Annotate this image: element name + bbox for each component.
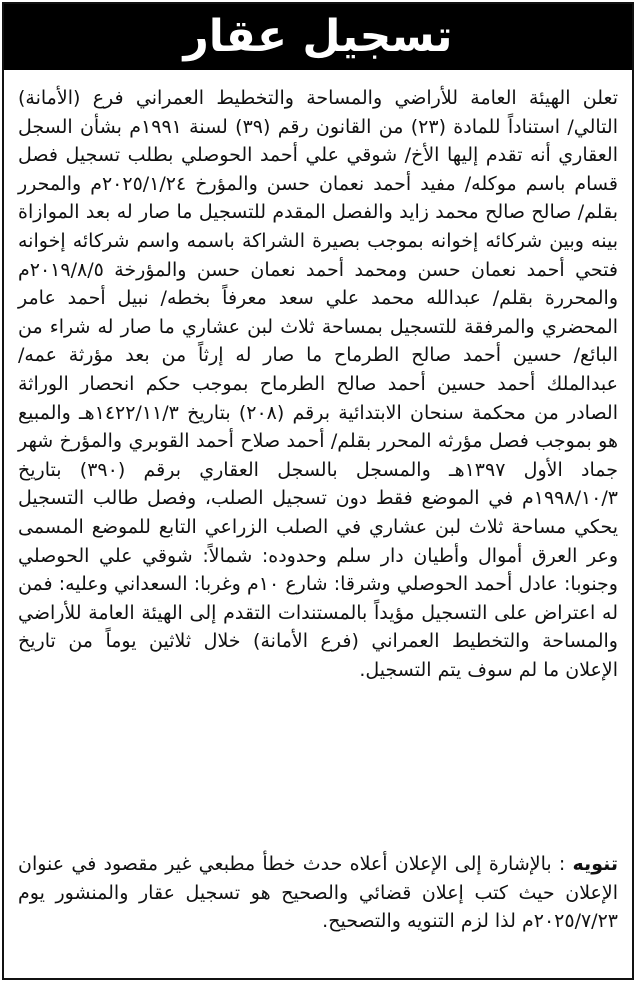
correction-note-label: تنويه: [572, 853, 618, 875]
correction-note: [18, 850, 618, 936]
notice-header: [4, 4, 632, 70]
notice-title: تسجيل عقار: [183, 11, 453, 62]
notice-body: تعلن الهيئة العامة للأراضي والمساحة والتخطيط العمراني فرع (الأمانة) التالي/ استناداً للمادة (٢٣) من القانون رقم (٣٩) لسنة ١٩٩١م بشأن السجل العقاري أنه تقدم إليها الأخ/ شوقي علي أحمد الحوصلي بطلب تسجيل فصل قسام باسم موكله/ مفيد أحمد نعمان حسن والمؤرخ ٢٠٢٥/١/٢٤م والمحرر بقلم/ صالح صالح محمد زايد والفصل المقدم للتسجيل ما صار له بعد الموازاة بينه وبين شركائه إخوانه بموجب بصيرة الشراكة باسمه واسم شركائه إخوانه فتحي أحمد نعمان حسن ومحمد أحمد نعمان حسن والمؤرخة ٢٠١٩/٨/٥م والمحررة بقلم/ عبدالله محمد علي سعد معرفاً بخطه/ نبيل أحمد عامر المحضري والمرفقة للتسجيل بمساحة ثلاث لبن عشاري ما صار له شراء من البائع/ حسين أحمد صالح الطرماح ما صار له إرثاً من بعد مؤرثة عمه/ عبدالملك أحمد حسين أحمد صالح الطرماح بموجب حكم انحصار الوراثة الصادر من محكمة سنحان الابتدائية برقم (٢٠٨) بتاريخ ١٤٢٢/١١/٣هـ والمبيع هو بموجب فصل مؤرثه المحرر بقلم/ أحمد صلاح أحمد القوبري والمؤرخ شهر جماد الأول ١٣٩٧هـ والمسجل بالسجل العقاري برقم (٣٩٠) بتاريخ ١٩٩٨/١٠/٣م في الموضع فقط دون تسجيل الصلب، وفصل طالب التسجيل يحكي مساحة ثلاث لبن عشاري في الصلب الزراعي التابع للموضع المسمى وعر العرق أموال وأطيان دار سلم وحدوده: شمالاً: شوقي علي الحوصلي وجنوبا: عادل أحمد الحوصلي وشرقا: شارع ١٠م وغربا: السعداني وعليه: فمن له اعتراض على التسجيل مؤيداً بالمستندات التقدم إلى الهيئة العامة للأراضي والمساحة والتخطيط العمراني (فرع الأمانة) خلال ثلاثين يوماً من تاريخ الإعلان ما لم سوف يتم التسجيل.: [18, 87, 619, 681]
notice-frame: [2, 2, 634, 980]
correction-note-text: : بالإشارة إلى الإعلان أعلاه حدث خطأ مطبعي غير مقصود في عنوان الإعلان حيث كتب إعلان قضائي والصحيح هو تسجيل عقار والمنشور يوم ٢٠٢٥/٧/٢٣م لذا لزم التنويه والتصحيح.: [18, 853, 618, 933]
